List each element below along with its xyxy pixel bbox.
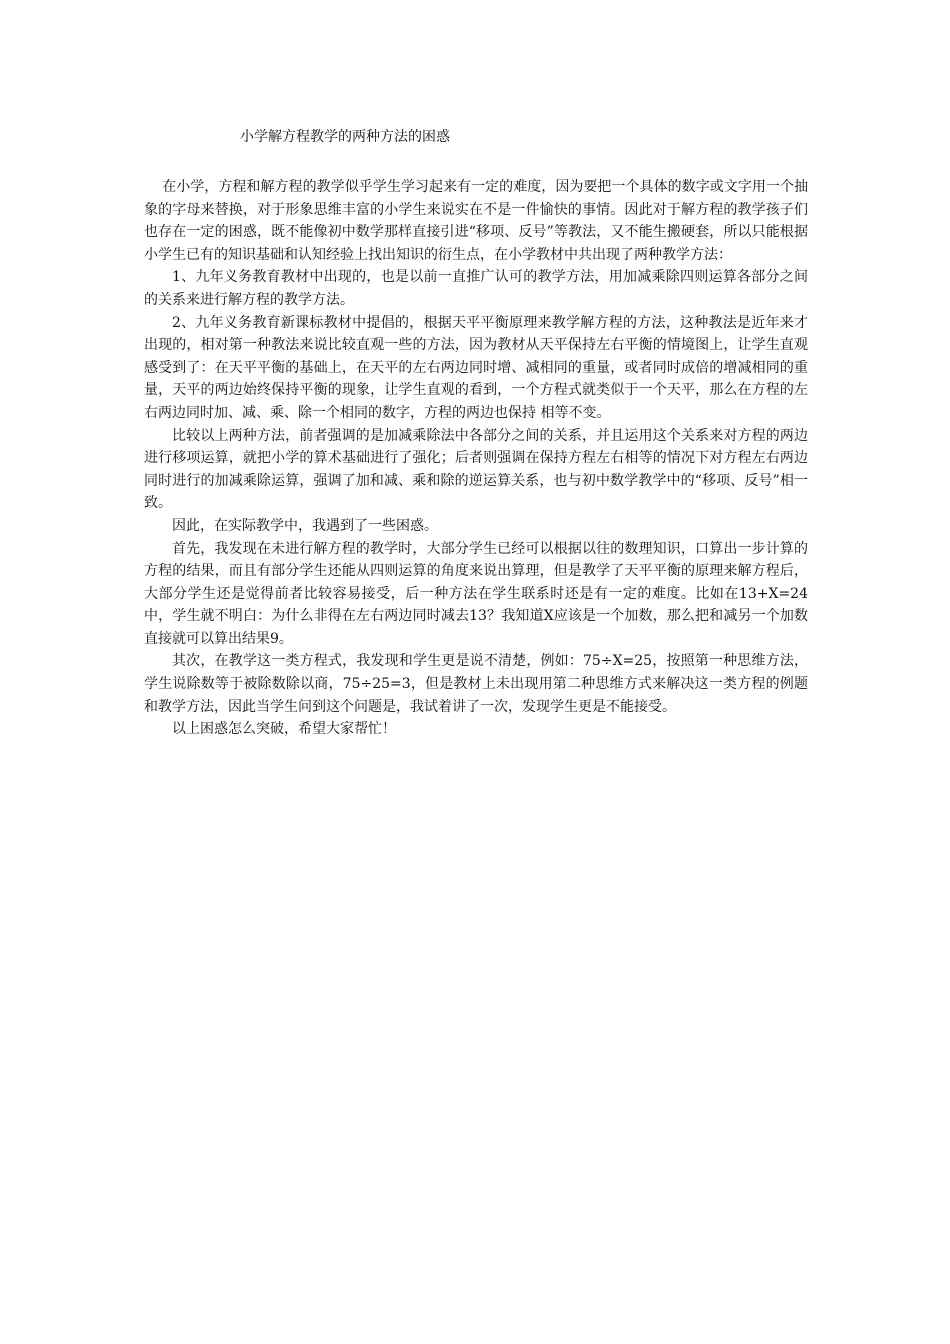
- paragraph-method-2: 2、九年义务教育新课标教材中提倡的，根据天平平衡原理来教学解方程的方法，这种教法是近年来才出现的，相对第一种教法来说比较直观一些的方法，因为教材从天平保持左右平衡的情境图上，让学生直观感受到了：在天平平衡的基础上，在天平的左右两边同时增、减相同的重量，或者同时成倍的增减相同的重量，天平的两边始终保持平衡的现象，让学生直观的看到，一个方程式就类似于一个天平，那么在方程的左右两边同时加、减、乘、除一个相同的数字，方程的两边也保持 相等不变。: [144, 314, 808, 421]
- paragraph-first: 首先，我发现在未进行解方程的教学时，大部分学生已经可以根据以往的数理知识，口算出一步计算的方程的结果，而且有部分学生还能从四则运算的角度来说出算理，但是教学了天平平衡的原理来解方程后，大部分学生还是觉得前者比较容易接受，后一种方法在学生联系时还是有一定的难度。比如在13+X=24中，学生就不明白：为什么非得在左右两边同时减去13？我知道X应该是一个加数，那么把和减另一个加数直接就可以算出结果9。: [144, 540, 808, 647]
- paragraph-comparison: 比较以上两种方法，前者强调的是加减乘除法中各部分之间的关系，并且运用这个关系来对方程的两边进行移项运算，就把小学的算术基础进行了强化；后者则强调在保持方程左右相等的情况下对方程左右两边同时进行的加减乘除运算，强调了加和减、乘和除的逆运算关系，也与初中数学教学中的“移项、反号”相一致。: [144, 427, 808, 512]
- document-body: [144, 176, 808, 741]
- paragraph-closing: 以上困惑怎么突破，希望大家帮忙！: [172, 721, 396, 738]
- paragraph-method-1: 1、九年义务教育教材中出现的，也是以前一直推广认可的教学方法，用加减乘除四则运算各部分之间的关系来进行解方程的教学方法。: [144, 269, 808, 308]
- paragraph-confusion: 因此，在实际教学中，我遇到了一些困惑。: [172, 517, 438, 534]
- paragraph-second: 其次，在教学这一类方程式，我发现和学生更是说不清楚，例如：75÷X=25，按照第一种思维方法，学生说除数等于被除数除以商，75÷25=3，但是教材上未出现用第二种思维方式来解决这一类方程的例题和教学方法，因此当学生问到这个问题是，我试着讲了一次，发现学生更是不能接受。: [144, 653, 808, 715]
- paragraph-intro: 在小学，方程和解方程的教学似乎学生学习起来有一定的难度，因为要把一个具体的数字或文字用一个抽象的字母来替换，对于形象思维丰富的小学生来说实在不是一件愉快的事情。因此对于解方程的教学孩子们也存在一定的困惑，既不能像初中数学那样直接引进“移项、反号”等教法，又不能生搬硬套，所以只能根据小学生已有的知识基础和认知经验上找出知识的衍生点，在小学教材中共出现了两种教学方法：: [144, 179, 808, 263]
- document-title: 小学解方程教学的两种方法的困惑: [240, 129, 450, 145]
